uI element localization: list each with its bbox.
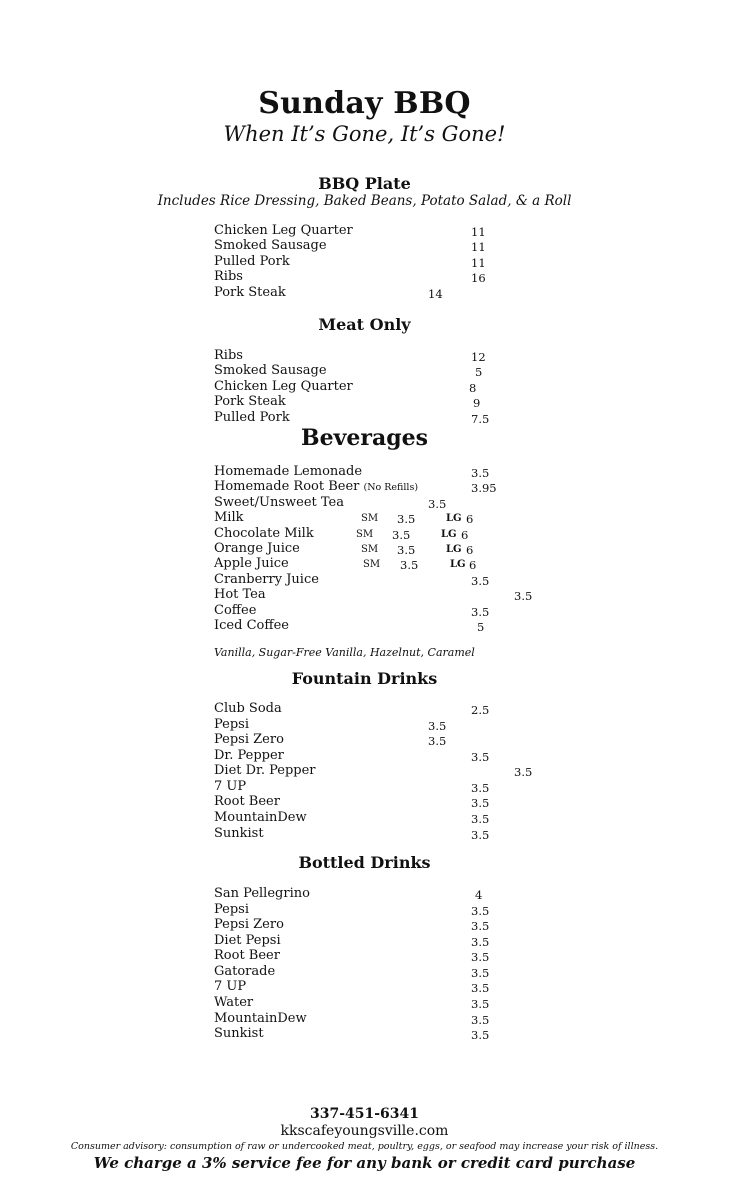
coffee-flavors-note: Vanilla, Sugar-Free Vanilla, Hazelnut, Caramel: [214, 646, 475, 659]
menu-item-price: 11: [471, 240, 486, 254]
menu-item-name: MountainDew: [214, 1011, 307, 1026]
section-heading-fountain-drinks: Fountain Drinks: [291, 669, 438, 688]
phone-number: 337-451-6341: [309, 1106, 420, 1122]
size-small-label: SM: [361, 513, 379, 524]
menu-item-name: Diet Dr. Pepper: [214, 763, 316, 778]
menu-item-name: MountainDew: [214, 810, 307, 825]
menu-item-price: 3.5: [471, 781, 490, 795]
menu-item-name: Water: [214, 995, 254, 1010]
menu-item-name: Sweet/Unsweet Tea: [214, 495, 344, 510]
small-price: 3.5: [397, 543, 416, 557]
menu-item-price: 3.5: [471, 919, 490, 933]
menu-item-price: 3.5: [471, 981, 490, 995]
menu-item-name: Smoked Sausage: [214, 363, 327, 378]
large-price: 6: [469, 558, 477, 572]
menu-item-price: 3.95: [471, 481, 497, 495]
menu-item-name: Root Beer: [214, 794, 280, 809]
size-large-label: LG: [446, 544, 462, 555]
menu-item-name: Ribs: [214, 348, 243, 363]
menu-item-name: Gatorade: [214, 964, 276, 979]
menu-item-name: Chocolate Milk: [214, 526, 314, 541]
menu-item-price: 11: [471, 256, 486, 270]
menu-item-price: 3.5: [471, 997, 490, 1011]
menu-item-price: 2.5: [471, 703, 490, 717]
menu-item-price: 16: [471, 271, 486, 285]
menu-item-name: Dr. Pepper: [214, 748, 284, 763]
menu-item-price: 9: [473, 396, 481, 410]
menu-item-name: Diet Pepsi: [214, 933, 281, 948]
menu-item-name: Orange Juice: [214, 541, 300, 556]
menu-item-name: Sunkist: [214, 1026, 264, 1041]
menu-item-name: Smoked Sausage: [214, 238, 327, 253]
menu-item-price: 3.5: [471, 1013, 490, 1027]
menu-item-name: Milk: [214, 510, 244, 525]
menu-item-name: Pork Steak: [214, 285, 286, 300]
menu-item-name: 7 UP: [214, 979, 247, 994]
menu-item-price: 8: [469, 381, 477, 395]
menu-item-price: 3.5: [471, 574, 490, 588]
menu-item-price: 3.5: [471, 904, 490, 918]
size-large-label: LG: [450, 559, 466, 570]
menu-item-price: 3.5: [471, 605, 490, 619]
menu-item-name: Coffee: [214, 603, 257, 618]
menu-item-price: 3.5: [471, 1028, 490, 1042]
service-fee-notice: We charge a 3% service fee for any bank or credit card purchase: [93, 1154, 636, 1172]
menu-item-price: 3.5: [471, 812, 490, 826]
section-heading-meat-only: Meat Only: [318, 315, 411, 334]
menu-item-price: 11: [471, 225, 486, 239]
menu-item-price: 3.5: [471, 950, 490, 964]
menu-item-price: 3.5: [471, 828, 490, 842]
size-small-label: SM: [356, 529, 374, 540]
menu-item-name: Sunkist: [214, 826, 264, 841]
menu-item-name: Homemade Lemonade: [214, 464, 363, 479]
section-heading-bbq-plate: BBQ Plate: [318, 174, 411, 193]
menu-item-price: 3.5: [428, 734, 447, 748]
size-large-label: LG: [446, 513, 462, 524]
menu-item-name: Cranberry Juice: [214, 572, 319, 587]
menu-item-name: Apple Juice: [214, 556, 289, 571]
size-small-label: SM: [363, 559, 381, 570]
menu-item-name: Pepsi Zero: [214, 732, 284, 747]
menu-item-name: [214, 479, 418, 494]
menu-subtitle: When It’s Gone, It’s Gone!: [223, 122, 506, 146]
menu-item-price: 14: [428, 287, 443, 301]
large-price: 6: [466, 512, 474, 526]
large-price: 6: [461, 528, 469, 542]
menu-item-name: Pepsi Zero: [214, 917, 284, 932]
menu-item-price: 3.5: [428, 719, 447, 733]
size-large-label: LG: [441, 529, 457, 540]
no-refills-note: (No Refills): [363, 482, 419, 493]
menu-item-price: 3.5: [471, 796, 490, 810]
menu-item-price: 3.5: [428, 497, 447, 511]
large-price: 6: [466, 543, 474, 557]
menu-item-name-text: Homemade Root Beer: [214, 479, 360, 494]
small-price: 3.5: [392, 528, 411, 542]
menu-item-price: 12: [471, 350, 486, 364]
menu-item-name: Iced Coffee: [214, 618, 289, 633]
menu-item-name: Pepsi: [214, 902, 250, 917]
menu-item-name: Pork Steak: [214, 394, 286, 409]
menu-item-name: Pepsi: [214, 717, 250, 732]
menu-item-name: Ribs: [214, 269, 243, 284]
menu-item-name: San Pellegrino: [214, 886, 310, 901]
menu-item-price: 3.5: [471, 966, 490, 980]
menu-item-name: Chicken Leg Quarter: [214, 379, 353, 394]
menu-item-price: 5: [477, 620, 485, 634]
menu-item-price: 7.5: [471, 412, 490, 426]
small-price: 3.5: [397, 512, 416, 526]
menu-item-price: 4: [475, 888, 483, 902]
consumer-advisory: Consumer advisory: consumption of raw or undercooked meat, poultry, eggs, or seafood may increase your risk of illness.: [70, 1141, 659, 1152]
section-heading-beverages: Beverages: [301, 425, 428, 451]
menu-item-name: Hot Tea: [214, 587, 266, 602]
menu-item-price: 3.5: [514, 765, 533, 779]
menu-title: Sunday BBQ: [258, 86, 471, 121]
menu-item-name: Club Soda: [214, 701, 282, 716]
menu-item-price: 3.5: [471, 935, 490, 949]
menu-item-name: Root Beer: [214, 948, 280, 963]
menu-item-name: Pulled Pork: [214, 410, 290, 425]
bbq-plate-includes-note: Includes Rice Dressing, Baked Beans, Potato Salad, & a Roll: [157, 193, 572, 209]
menu-item-price: 3.5: [471, 750, 490, 764]
small-price: 3.5: [400, 558, 419, 572]
website-url: kkscafeyoungsville.com: [280, 1123, 449, 1139]
menu-item-name: Pulled Pork: [214, 254, 290, 269]
menu-item-price: 5: [475, 365, 483, 379]
menu-item-name: 7 UP: [214, 779, 247, 794]
section-heading-bottled-drinks: Bottled Drinks: [298, 853, 431, 872]
menu-item-price: 3.5: [471, 466, 490, 480]
menu-item-price: 3.5: [514, 589, 533, 603]
menu-item-name: Chicken Leg Quarter: [214, 223, 353, 238]
size-small-label: SM: [361, 544, 379, 555]
